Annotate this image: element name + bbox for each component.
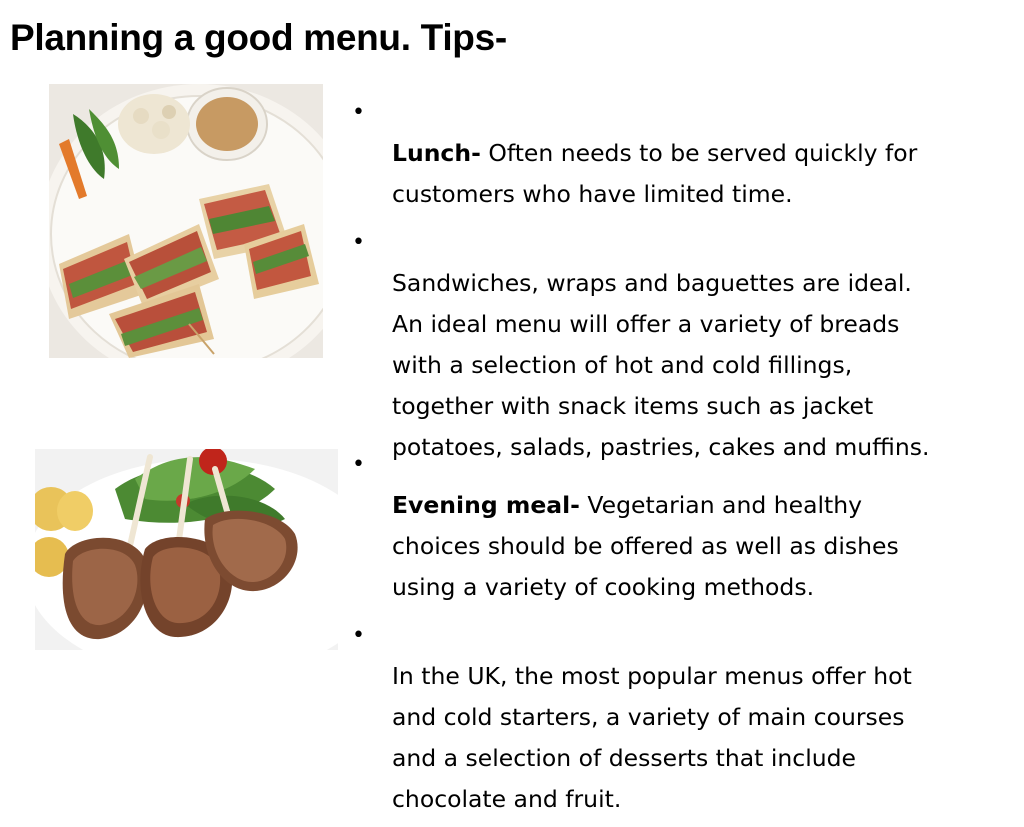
evening-lamb-chops-photo xyxy=(35,449,338,650)
evening-bullet-item xyxy=(352,615,992,820)
lunch-sandwiches-photo xyxy=(49,84,323,358)
bullet-lead: Lunch- xyxy=(392,139,481,167)
evening-bullet-item xyxy=(352,444,992,608)
lunch-bullet-list xyxy=(352,92,992,475)
bullet-lead: Evening meal- xyxy=(392,491,580,519)
page-title: Planning a good menu. Tips- xyxy=(10,17,507,58)
bullet-icon: • xyxy=(352,623,365,648)
evening-bullet-list xyxy=(352,444,992,827)
bullet-text: Vegetarian and healthy choices should be offered as well as dishes using a variety of cooking methods. xyxy=(392,491,899,601)
bullet-text: In the UK, the most popular menus offer hot and cold starters, a variety of main courses and a selection of desserts that include chocolate and fruit. xyxy=(392,662,912,813)
bullet-text: Sandwiches, wraps and baguettes are ideal. An ideal menu will offer a variety of breads with a selection of hot and cold fillings, together with snack items such as jacket potatoes, salads, pastries, cakes and muffins. xyxy=(392,269,930,461)
bullet-icon: • xyxy=(352,100,365,125)
bullet-text: Often needs to be served quickly for customers who have limited time. xyxy=(392,139,918,208)
bullet-icon: • xyxy=(352,230,365,255)
bullet-icon: • xyxy=(352,452,365,477)
lunch-bullet-item xyxy=(352,222,992,468)
lunch-bullet-item xyxy=(352,92,992,215)
